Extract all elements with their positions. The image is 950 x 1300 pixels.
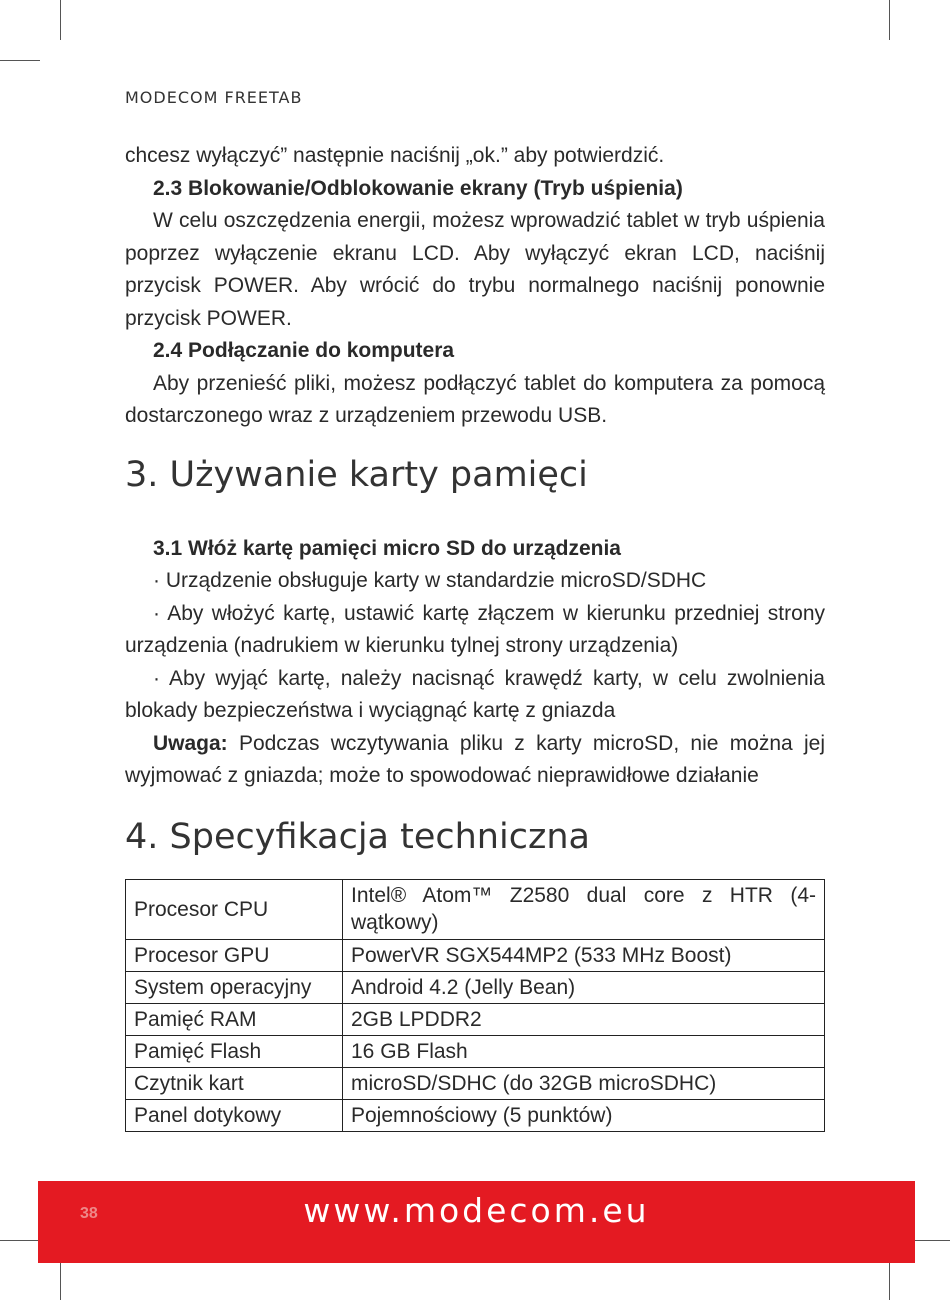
spec-key: Procesor CPU: [126, 879, 343, 939]
subheading-3-1: 3.1 Włóż kartę pamięci micro SD do urządzenia: [153, 536, 621, 560]
crop-mark: [0, 60, 40, 61]
table-row: [126, 1067, 825, 1099]
table-row: [126, 1099, 825, 1131]
crop-mark: [910, 1240, 950, 1241]
table-row: [126, 939, 825, 971]
spec-value: Pojemnościowy (5 punktów): [343, 1099, 825, 1131]
running-header: MODECOM FREETAB: [125, 88, 303, 107]
spec-table: [125, 879, 825, 1132]
table-row: [126, 1035, 825, 1067]
paragraph-2-4: Aby przenieść pliki, możesz podłączyć tablet do komputera za pomocą dostarczonego wraz z urządzeniem przewodu USB.: [125, 371, 825, 427]
section-4-title: 4. Specyfikacja techniczna: [125, 816, 590, 857]
spec-value: 16 GB Flash: [343, 1035, 825, 1067]
spec-key: Pamięć Flash: [126, 1035, 343, 1067]
page-number: 38: [80, 1205, 98, 1222]
crop-mark: [60, 1260, 61, 1300]
paragraph-2-3: W celu oszczędzenia energii, możesz wprowadzić tablet w tryb uśpienia poprzez wyłączenie ekranu LCD. Aby wyłączyć ekran LCD, naciśnij przycisk POWER. Aby wrócić do trybu normalnego naciśnij ponownie przycisk POWER.: [125, 209, 825, 330]
bullet-item: · Aby wyjąć kartę, należy nacisnąć krawędź karty, w celu zwolnienia blokady bezpieczeństwa i wyciągnąć kartę z gniazda: [125, 666, 825, 722]
table-row: [126, 971, 825, 1003]
page-content: [125, 140, 825, 1132]
crop-mark: [889, 1260, 890, 1300]
table-row: [126, 879, 825, 939]
spec-key: Czytnik kart: [126, 1067, 343, 1099]
note-text: Podczas wczytywania pliku z karty microSD, nie można jej wyjmować z gniazda; może to spowodować nieprawidłowe działanie: [125, 731, 825, 787]
crop-mark: [60, 0, 61, 40]
spec-key: System operacyjny: [126, 971, 343, 1003]
spec-key: Panel dotykowy: [126, 1099, 343, 1131]
footer-url-link[interactable]: www.modecom.eu: [303, 1191, 650, 1230]
spec-value: PowerVR SGX544MP2 (533 MHz Boost): [343, 939, 825, 971]
table-row: [126, 1003, 825, 1035]
bullet-item: · Aby włożyć kartę, ustawić kartę złączem w kierunku przedniej strony urządzenia (nadrukiem w kierunku tylnej strony urządzenia): [125, 601, 825, 657]
note-label: Uwaga:: [153, 731, 228, 755]
spec-value: Android 4.2 (Jelly Bean): [343, 971, 825, 1003]
crop-mark: [889, 0, 890, 40]
subheading-2-3: 2.3 Blokowanie/Odblokowanie ekrany (Tryb uśpienia): [153, 176, 683, 200]
spec-value: Intel® Atom™ Z2580 dual core z HTR (4-wątkowy): [343, 879, 825, 939]
subheading-2-4: 2.4 Podłączanie do komputera: [153, 339, 455, 362]
note-paragraph: [125, 728, 825, 793]
spec-key: Procesor GPU: [126, 939, 343, 971]
paragraph-intro: chcesz wyłączyć” następnie naciśnij „ok.” aby potwierdzić.: [125, 144, 665, 167]
spec-value: microSD/SDHC (do 32GB microSDHC): [343, 1067, 825, 1099]
bullet-item: · Urządzenie obsługuje karty w standardzie microSD/SDHC: [153, 569, 707, 592]
section-3-title: 3. Używanie karty pamięci: [125, 454, 588, 495]
spec-key: Pamięć RAM: [126, 1003, 343, 1035]
crop-mark: [0, 1240, 40, 1241]
footer-banner: [38, 1181, 915, 1263]
spec-value: 2GB LPDDR2: [343, 1003, 825, 1035]
